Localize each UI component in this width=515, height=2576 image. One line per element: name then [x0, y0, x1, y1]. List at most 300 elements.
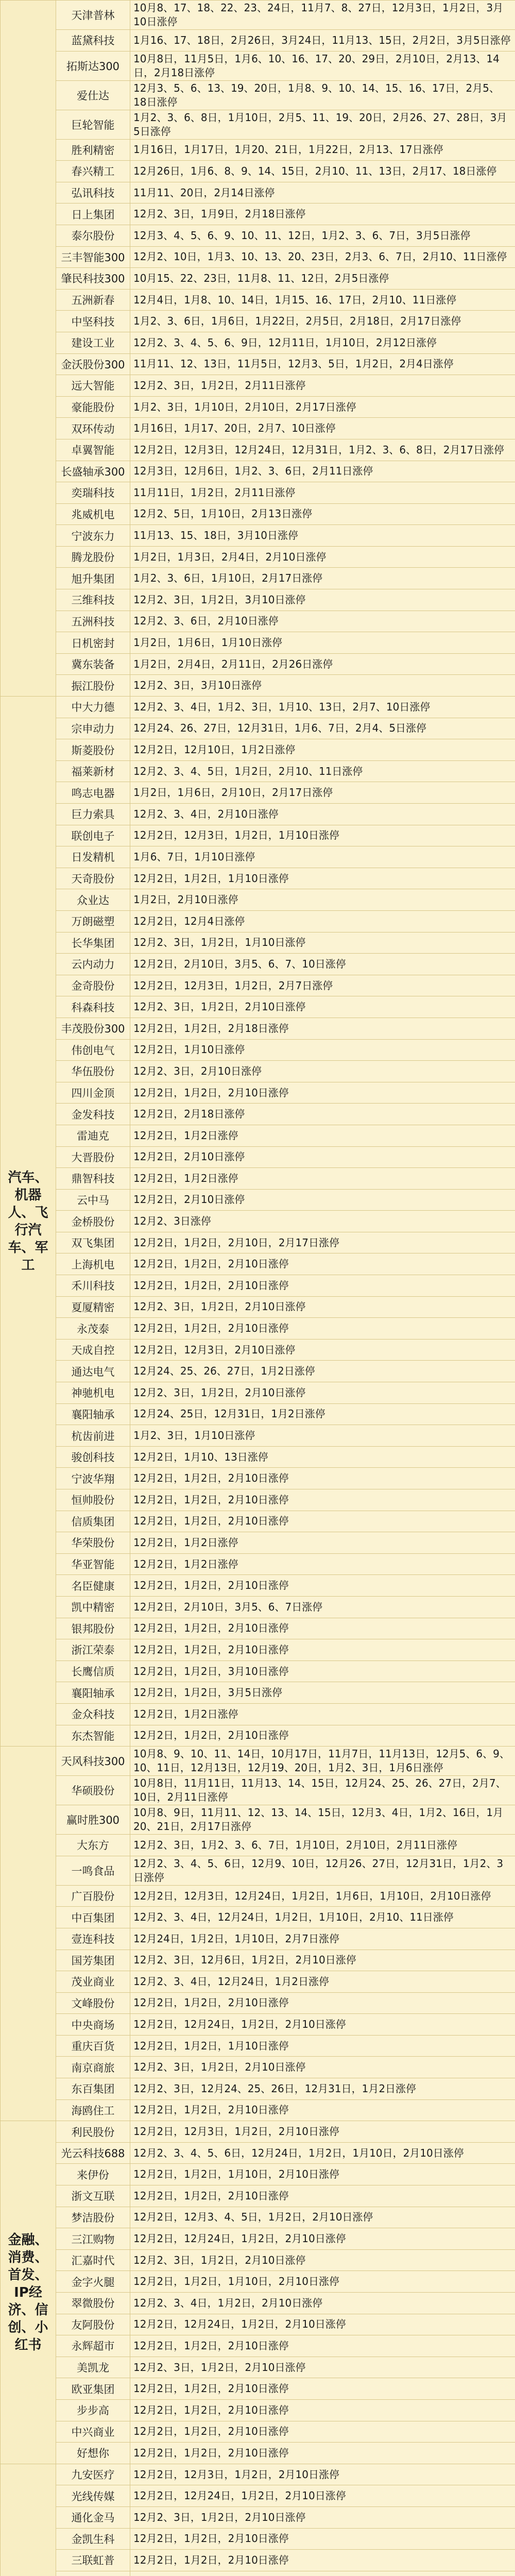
limit-up-dates: 12月2日，1月2日，1月10日，2月10日涨停: [130, 2164, 515, 2185]
table-row: [1, 2035, 515, 2057]
limit-up-dates: 10月8、9、10、11、14日，10月17日，11月7日，11月13日，12月5、6、9、10、11日，12月13日，12月19、20日，1月2、3日，1月6日涨停: [130, 1747, 515, 1776]
limit-up-dates: 12月2、3日，1月2日，2月10日涨停: [130, 1382, 515, 1404]
table-row: [1, 2057, 515, 2078]
table-row: [1, 1660, 515, 1682]
stock-name: 雷迪克: [56, 1125, 130, 1146]
table-row: [1, 1776, 515, 1805]
limit-up-dates: 12月24、25、26、27日，1月2日涨停: [130, 1361, 515, 1382]
limit-up-dates: 12月2日，12月10日，1月2日涨停: [130, 739, 515, 761]
limit-up-dates: 12月2、3日，1月2日，1月10日涨停: [130, 932, 515, 954]
table-row: [1, 1146, 515, 1168]
table-row: [1, 225, 515, 246]
limit-up-dates: 12月2日，1月2日，2月10日涨停: [130, 1489, 515, 1511]
table-row: [1, 1189, 515, 1211]
stock-name: 浙文互联: [56, 2185, 130, 2207]
limit-up-dates: 11月11、12、13日，11月5日，12月3、5日，1月2日，2月4日涨停: [130, 353, 515, 375]
stock-name: 宁波华翔: [56, 1468, 130, 1489]
limit-up-dates: 10月15、22、23日，11月8、11、12日，2月5日涨停: [130, 268, 515, 290]
stock-name: 旭升集团: [56, 568, 130, 589]
table-row: [1, 80, 515, 110]
limit-up-dates: 12月2日，1月2日，2月10日涨停: [130, 1318, 515, 1340]
stock-name: 美凯龙: [56, 2357, 130, 2378]
limit-up-dates: 10月8日，11月11日，11月13、14、15日，12月24、25、26、27日，2月7、10日，2月11日涨停: [130, 1776, 515, 1805]
table-row: [1, 760, 515, 782]
limit-up-dates: 12月26日，1月6、8、9、14、15日，2月10、11、13日，2月17、18日涨停: [130, 161, 515, 182]
limit-up-dates: 12月2、3、4日，1月2、3日，1月10、13日，2月7、10日涨停: [130, 697, 515, 718]
stock-name: 五洲新春: [56, 289, 130, 311]
table-row: [1, 1971, 515, 1993]
limit-up-dates: 12月2日，1月2日涨停: [130, 1532, 515, 1554]
table-row: [1, 2528, 515, 2550]
stock-name: 鼎智科技: [56, 1168, 130, 1190]
limit-up-dates: 12月2日，1月2日，2月10日涨停: [130, 2335, 515, 2357]
table-row: [1, 396, 515, 418]
limit-up-dates: 12月24、26、27日，12月31日，1月6、7日，2月4、5日涨停: [130, 718, 515, 739]
limit-up-dates: 12月2日，2月18日涨停: [130, 1104, 515, 1125]
stock-name: 金桥股份: [56, 1211, 130, 1232]
stock-name: 银邦股份: [56, 1618, 130, 1639]
stock-name: 腾龙股份: [56, 546, 130, 568]
limit-up-dates: 12月2日，1月2日，3月5日涨停: [130, 1682, 515, 1704]
stock-name: 振江股份: [56, 675, 130, 697]
table-row: [1, 439, 515, 461]
category-cell: 汽车、机器人、飞行汽车、军工: [1, 697, 56, 1747]
limit-up-dates: 12月2日，1月2日，2月10日涨停: [130, 2399, 515, 2421]
stock-name: 来伊份: [56, 2164, 130, 2185]
stock-name: 大东方: [56, 1835, 130, 1856]
limit-up-dates: 12月2日，12月24日，1月2日，2月10日涨停: [130, 2014, 515, 2036]
limit-up-dates: 12月2日，1月2日，2月10日涨停: [130, 2443, 515, 2464]
stock-name: 巨轮智能: [56, 110, 130, 139]
limit-up-dates: 12月3、4、5、6、9、10、11、12日，1月2、3、6、7日，3月5日涨停: [130, 225, 515, 246]
stock-name: 三江购物: [56, 2228, 130, 2250]
stock-name: 蓝黛科技: [56, 30, 130, 52]
limit-up-dates: 12月2日，1月2日，2月10日涨停: [130, 1725, 515, 1747]
table-row: [1, 1992, 515, 2014]
table-row: [1, 889, 515, 911]
stock-name: 光线传媒: [56, 2485, 130, 2507]
limit-up-dates: 12月2、3日，3月10日涨停: [130, 675, 515, 697]
limit-up-dates: 12月2、3、4日，12月24日，1月2日涨停: [130, 1971, 515, 1993]
stock-name: 长盛轴承300: [56, 461, 130, 482]
limit-up-dates: 12月2、3、4日，1月2日，2月10日涨停: [130, 2293, 515, 2314]
limit-up-dates: 12月2、3日，1月2、3、6、7日，1月10日，2月10日，2月11日涨停: [130, 1835, 515, 1856]
limit-up-dates: 12月2、3日，2月10日涨停: [130, 1061, 515, 1082]
stock-name: 襄阳轴承: [56, 1403, 130, 1425]
limit-up-dates: 1月16、17、18日，2月26日，3月24日，11月13、15日，2月2日，3月5日涨停: [130, 30, 515, 52]
table-row: [1, 1532, 515, 1554]
table-row: [1, 1682, 515, 1704]
limit-up-dates: 1月2、3日，1月10日，2月10日，2月17日涨停: [130, 396, 515, 418]
limit-up-dates: 10月8日，11月5日，1月6、10、16、17、20、29日，2月10日，2月13、14日，2月18日涨停: [130, 51, 515, 80]
limit-up-dates: 12月3日，12月6日，1月2、3、6日，2月11日涨停: [130, 461, 515, 482]
limit-up-dates: 12月2日，12月4日涨停: [130, 910, 515, 932]
table-row: [1, 1211, 515, 1232]
table-row: [1, 675, 515, 697]
limit-up-dates: 12月2日，1月2日，2月10日涨停: [130, 1618, 515, 1639]
stock-name: 五洲科技: [56, 611, 130, 632]
table-row: [1, 1703, 515, 1725]
table-row: [1, 1253, 515, 1275]
table-row: [1, 353, 515, 375]
limit-up-dates: 12月2、3日，1月2日，2月10日涨停: [130, 1296, 515, 1318]
table-row: [1, 1747, 515, 1776]
table-row: [1, 1489, 515, 1511]
table-row: [1, 2185, 515, 2207]
stock-name: 翠微股份: [56, 2293, 130, 2314]
limit-up-dates: 12月2、3日，12月6日，1月2日，2月10日涨停: [130, 1950, 515, 1971]
stock-name: 东杰智能: [56, 1725, 130, 1747]
limit-up-dates: 12月2日，2月10日涨停: [130, 1146, 515, 1168]
limit-up-dates: 12月24日，1月2日，1月10日，2月7日涨停: [130, 1928, 515, 1950]
table-row: [1, 418, 515, 439]
table-row: [1, 868, 515, 889]
stock-name: 一鸣食品: [56, 1856, 130, 1885]
stock-name: 中大力德: [56, 697, 130, 718]
limit-up-dates: 10月8、17、18、22、23、24日，11月7、8、27日，12月3日，1月2日，3月10日涨停: [130, 1, 515, 30]
table-row: [1, 546, 515, 568]
table-row: [1, 2314, 515, 2335]
table-row: [1, 1275, 515, 1297]
limit-up-dates: 12月2、3、4、5日，1月2日，2月10、11日涨停: [130, 760, 515, 782]
stock-name: 日发精机: [56, 846, 130, 868]
table-row: [1, 954, 515, 975]
limit-up-dates: 1月2、3、6日，1月10日，2月17日涨停: [130, 568, 515, 589]
table-row: [1, 653, 515, 675]
table-row: [1, 825, 515, 846]
limit-up-dates: 12月2日，1月2日，1月10日涨停: [130, 868, 515, 889]
limit-up-dates: 12月2日，1月2日，2月10日涨停: [130, 2378, 515, 2400]
stock-name: 骏创科技: [56, 1446, 130, 1468]
stock-name: 东百集团: [56, 2078, 130, 2100]
limit-up-dates: 12月2日，2月10日涨停: [130, 1189, 515, 1211]
limit-up-dates: 12月2日，2月10日，3月5、6、7、10日涨停: [130, 954, 515, 975]
limit-up-dates: 1月2、3日，1月10日涨停: [130, 1425, 515, 1447]
limit-up-dates: 12月2日，1月10日涨停: [130, 1039, 515, 1061]
table-row: [1, 51, 515, 80]
table-row: [1, 2506, 515, 2528]
stock-name: 弘讯科技: [56, 182, 130, 204]
limit-up-dates: 1月2日，1月6日，2月10日，2月17日涨停: [130, 782, 515, 804]
table-row: [1, 1039, 515, 1061]
stock-name: 双飞集团: [56, 1232, 130, 1253]
table-row: [1, 910, 515, 932]
stock-name: 夏厦精密: [56, 1296, 130, 1318]
limit-up-dates: 12月2、3日，1月9日，2月18日涨停: [130, 204, 515, 225]
limit-up-dates: 12月2日，1月2日，2月10日，2月17日涨停: [130, 1232, 515, 1253]
stock-name: 汇嘉时代: [56, 2249, 130, 2271]
stock-name: 好想你: [56, 2443, 130, 2464]
table-row: [1, 2485, 515, 2507]
stock-name: 中央商场: [56, 2014, 130, 2036]
table-row: [1, 30, 515, 52]
limit-up-dates: 12月2、3、4、5、6、9日，12月11日，1月10日，2月12日涨停: [130, 332, 515, 353]
stock-name: 冀东装备: [56, 653, 130, 675]
stock-name: 科森科技: [56, 996, 130, 1018]
table-row: [1, 1835, 515, 1856]
table-row: [1, 846, 515, 868]
table-row: [1, 482, 515, 504]
stock-name: 华亚智能: [56, 1553, 130, 1575]
table-row: [1, 1618, 515, 1639]
table-row: [1, 589, 515, 611]
limit-up-dates: 12月2、3日，1月2日，2月10日涨停: [130, 2506, 515, 2528]
limit-up-dates: 12月2日，1月2日，2月10日涨停: [130, 2421, 515, 2443]
table-row: [1, 161, 515, 182]
table-row: [1, 804, 515, 825]
limit-up-dates: 12月2日，1月2日涨停: [130, 1703, 515, 1725]
stock-name: 文峰股份: [56, 1992, 130, 2014]
limit-up-dates: 12月2日，1月2日，2月10日涨停: [130, 1275, 515, 1297]
table-row: [1, 1061, 515, 1082]
limit-up-dates: 10月8、9日，11月11、12、13、14、15日，12月3、4日，1月2、16日，1月20、21日，2月17日涨停: [130, 1805, 515, 1835]
table-row: [1, 718, 515, 739]
stock-name: 光云科技688: [56, 2142, 130, 2164]
stock-name: 奕瑞科技: [56, 482, 130, 504]
stock-name: 神驰机电: [56, 1382, 130, 1404]
stock-name: 南京商旅: [56, 2057, 130, 2078]
limit-up-dates: 12月2、5日，1月10日，2月13日涨停: [130, 503, 515, 525]
stock-name: 建设工业: [56, 332, 130, 353]
stock-name: 伟创电气: [56, 1039, 130, 1061]
limit-up-dates: 12月2日，1月2日，2月10日涨停: [130, 1253, 515, 1275]
limit-up-dates: 12月2、3日涨停: [130, 1211, 515, 1232]
limit-up-dates: 12月2、3日，1月2日，2月11日涨停: [130, 375, 515, 397]
table-row: [1, 2014, 515, 2036]
stock-name: 通化金马: [56, 2506, 130, 2528]
stock-name: 远大智能: [56, 375, 130, 397]
stock-name: 梦洁股份: [56, 2207, 130, 2228]
stock-name: 信质集团: [56, 1511, 130, 1532]
limit-up-dates: 1月2、3、6、8日，1月10日，2月5、11、19、20日，2月26、27、28日，3月5日涨停: [130, 110, 515, 139]
limit-up-dates: 12月2日，1月2日，2月10日涨停: [130, 2550, 515, 2571]
stock-name: 广百股份: [56, 1885, 130, 1907]
table-row: [1, 1639, 515, 1661]
table-row: [1, 1232, 515, 1253]
table-row: [1, 1596, 515, 1618]
stock-name: 壹连科技: [56, 1928, 130, 1950]
table-row: [1, 2421, 515, 2443]
stock-name: 胜利精密: [56, 139, 130, 161]
limit-up-dates: 12月2、3日，1月2日，2月10日涨停: [130, 2249, 515, 2271]
stock-name: 金凯生科: [56, 2528, 130, 2550]
stock-name: 天成自控: [56, 1339, 130, 1361]
table-row: [1, 332, 515, 353]
stock-name: 中兴商业: [56, 2421, 130, 2443]
table-row: [1, 1339, 515, 1361]
stock-name: 豪能股份: [56, 396, 130, 418]
table-row: [1, 1, 515, 30]
table-row: [1, 525, 515, 547]
stock-name: 华荣股份: [56, 1532, 130, 1554]
stock-name: 浙江荣泰: [56, 1639, 130, 1661]
table-row: [1, 1575, 515, 1597]
limit-up-dates: 12月2日，1月2日，1月10日，2月10日涨停: [130, 2271, 515, 2293]
table-row: [1, 632, 515, 654]
limit-up-dates: [130, 2571, 515, 2576]
limit-up-dates: 12月2、3、6日，2月10日涨停: [130, 611, 515, 632]
table-row: [1, 996, 515, 1018]
table-row: [1, 2357, 515, 2378]
stock-name: 宗申动力: [56, 718, 130, 739]
limit-up-dates: 12月24、25日，12月31日，1月2日涨停: [130, 1403, 515, 1425]
stock-name: 金字火腿: [56, 2271, 130, 2293]
limit-up-dates: 12月2日，1月2日，2月10日涨停: [130, 1468, 515, 1489]
limit-up-dates: 12月2日，12月3日，12月24日，12月31日，1月2、3、6、8日，2月17日涨停: [130, 439, 515, 461]
limit-up-dates: 12月2日，12月3日，1月2日，1月10日涨停: [130, 825, 515, 846]
table-row: [1, 268, 515, 290]
table-row: [1, 2228, 515, 2250]
category-cell: [1, 2464, 56, 2576]
stock-name: 名臣健康: [56, 1575, 130, 1597]
limit-up-dates: 12月2、3日，1月2日，2月10日涨停: [130, 996, 515, 1018]
stock-name: 天风科技300: [56, 1747, 130, 1776]
table-row: [1, 1553, 515, 1575]
stock-name: 宁波东力: [56, 525, 130, 547]
table-row: [1, 782, 515, 804]
stock-name: 长鹰信质: [56, 1660, 130, 1682]
limit-up-dates: 12月2日，12月24日，1月2日，2月10日涨停: [130, 2485, 515, 2507]
limit-up-dates: 12月2日，12月3日，1月2日，2月10日涨停: [130, 2464, 515, 2485]
table-row: [1, 697, 515, 718]
table-row: [1, 503, 515, 525]
limit-up-dates: 12月2日，2月10日，3月5、6、7日涨停: [130, 1596, 515, 1618]
stock-name: 中百集团: [56, 1907, 130, 1928]
table-row: [1, 2293, 515, 2314]
table-row: [1, 2399, 515, 2421]
table-row: [1, 1082, 515, 1104]
stock-name: 中坚科技: [56, 311, 130, 332]
table-row: [1, 2443, 515, 2464]
limit-up-dates: 12月2日，12月24日，1月2日，2月10日涨停: [130, 2228, 515, 2250]
stock-name: 巨力索具: [56, 804, 130, 825]
limit-up-dates: 12月2日，1月2日，3月10日涨停: [130, 1660, 515, 1682]
stock-name: 天津普林: [56, 1, 130, 30]
stock-name: [56, 2571, 130, 2576]
limit-up-dates: 11月13、15、18日，3月10日涨停: [130, 525, 515, 547]
stock-name: 禾川科技: [56, 1275, 130, 1297]
stock-name: 拓斯达300: [56, 51, 130, 80]
table-row: [1, 1885, 515, 1907]
category-cell: 金融、消费、首发、IP经济、信创、小红书: [1, 2121, 56, 2464]
limit-up-dates: 12月2日，1月2日，2月10日涨停: [130, 1511, 515, 1532]
limit-up-dates: 1月16日，1月17日，1月20、21日，1月22日，2月13、17日涨停: [130, 139, 515, 161]
stock-name: 友阿股份: [56, 2314, 130, 2335]
limit-up-dates: 12月2日，1月2日，2月10日涨停: [130, 1082, 515, 1104]
stock-name: 斯菱股份: [56, 739, 130, 761]
stock-name: 九安医疗: [56, 2464, 130, 2485]
limit-up-dates: 1月2、3、6日，1月6日，1月22日，2月5日，2月18日，2月17日涨停: [130, 311, 515, 332]
table-row: [1, 110, 515, 139]
stock-name: 襄阳轴承: [56, 1682, 130, 1704]
table-row: [1, 1446, 515, 1468]
table-row: [1, 2164, 515, 2185]
table-row: [1, 2271, 515, 2293]
table-row: [1, 1805, 515, 1835]
table-body: [1, 1, 515, 2576]
limit-up-dates: 12月2日，1月2日，2月18日涨停: [130, 1018, 515, 1039]
limit-up-dates: 12月2日，12月3日，1月2日，2月10日涨停: [130, 2121, 515, 2143]
table-row: [1, 182, 515, 204]
limit-up-dates: 12月2日，1月2日，2月10日涨停: [130, 1992, 515, 2014]
stock-name: 三维科技: [56, 589, 130, 611]
table-row: [1, 1856, 515, 1885]
stock-name: 三丰智能300: [56, 246, 130, 268]
table-row: [1, 311, 515, 332]
stock-name: 福莱新材: [56, 760, 130, 782]
table-row: [1, 461, 515, 482]
limit-up-dates: 11月11、20日，2月14日涨停: [130, 182, 515, 204]
table-row: [1, 1361, 515, 1382]
stock-name: 国芳集团: [56, 1950, 130, 1971]
stock-name: 天奇股份: [56, 868, 130, 889]
table-row: [1, 2142, 515, 2164]
table-row: [1, 1425, 515, 1447]
table-row: [1, 139, 515, 161]
stock-name: 丰茂股份300: [56, 1018, 130, 1039]
table-row: [1, 1104, 515, 1125]
limit-up-dates: 12月2日，1月2日，2月10日涨停: [130, 1639, 515, 1661]
table-row: [1, 1907, 515, 1928]
table-row: [1, 1018, 515, 1039]
stock-name: 茂业商业: [56, 1971, 130, 1993]
stock-name: 联创电子: [56, 825, 130, 846]
stock-name: 春兴精工: [56, 161, 130, 182]
stock-name: 金奇股份: [56, 975, 130, 996]
table-row: [1, 611, 515, 632]
category-cell: [1, 1, 56, 697]
limit-up-dates: 12月2日，12月3日，12月24日，1月2日，1月6日，1月10日，2月10日涨停: [130, 1885, 515, 1907]
limit-up-dates: 11月11日，1月2日，2月11日涨停: [130, 482, 515, 504]
stock-name: 云中马: [56, 1189, 130, 1211]
stock-name: 杭齿前进: [56, 1425, 130, 1447]
stock-name: 重庆百货: [56, 2035, 130, 2057]
table-row: [1, 932, 515, 954]
stock-name: 泰尔股份: [56, 225, 130, 246]
limit-up-dates: 12月2日，1月2日，2月10日涨停: [130, 2528, 515, 2550]
stock-name: 双环传动: [56, 418, 130, 439]
table-row: [1, 2078, 515, 2100]
limit-up-dates: 1月2日，1月3日，2月4日，2月10日涨停: [130, 546, 515, 568]
stock-name: 华硕股份: [56, 1776, 130, 1805]
stock-name: 兆威机电: [56, 503, 130, 525]
stock-name: 卓翼智能: [56, 439, 130, 461]
stock-name: 四川金顶: [56, 1082, 130, 1104]
stock-name: 爱仕达: [56, 80, 130, 110]
table-row: [1, 1125, 515, 1146]
limit-up-dates: 1月2日，2月4日，2月11日，2月26日涨停: [130, 653, 515, 675]
limit-up-dates: 12月2日，1月2日，2月10日涨停: [130, 2185, 515, 2207]
stock-name: 金沃股份300: [56, 353, 130, 375]
table-row: [1, 2207, 515, 2228]
stock-name: 步步高: [56, 2399, 130, 2421]
stock-name: 云内动力: [56, 954, 130, 975]
limit-up-dates: 12月2、3日，1月2日，2月10日涨停: [130, 2357, 515, 2378]
table-row: [1, 375, 515, 397]
limit-up-dates: 12月2、3、4、5、6日，12月24日，1月2日，1月10日，2月10日涨停: [130, 2142, 515, 2164]
limit-up-dates: 12月2日，1月2日涨停: [130, 1125, 515, 1146]
category-cell: [1, 1747, 56, 2121]
stock-name: 金发科技: [56, 1104, 130, 1125]
table-row: [1, 1382, 515, 1404]
table-row: [1, 2464, 515, 2485]
limit-up-dates: 12月2、3、4日，12月24日，1月2日，1月10日，2月10、11日涨停: [130, 1907, 515, 1928]
stock-name: 上海机电: [56, 1253, 130, 1275]
table-row: [1, 2571, 515, 2576]
limit-up-dates: 12月2日，1月2日，2月10日涨停: [130, 2099, 515, 2121]
limit-up-dates: 12月2日，12月24日，1月2日，2月10日涨停: [130, 2314, 515, 2335]
table-row: [1, 2099, 515, 2121]
